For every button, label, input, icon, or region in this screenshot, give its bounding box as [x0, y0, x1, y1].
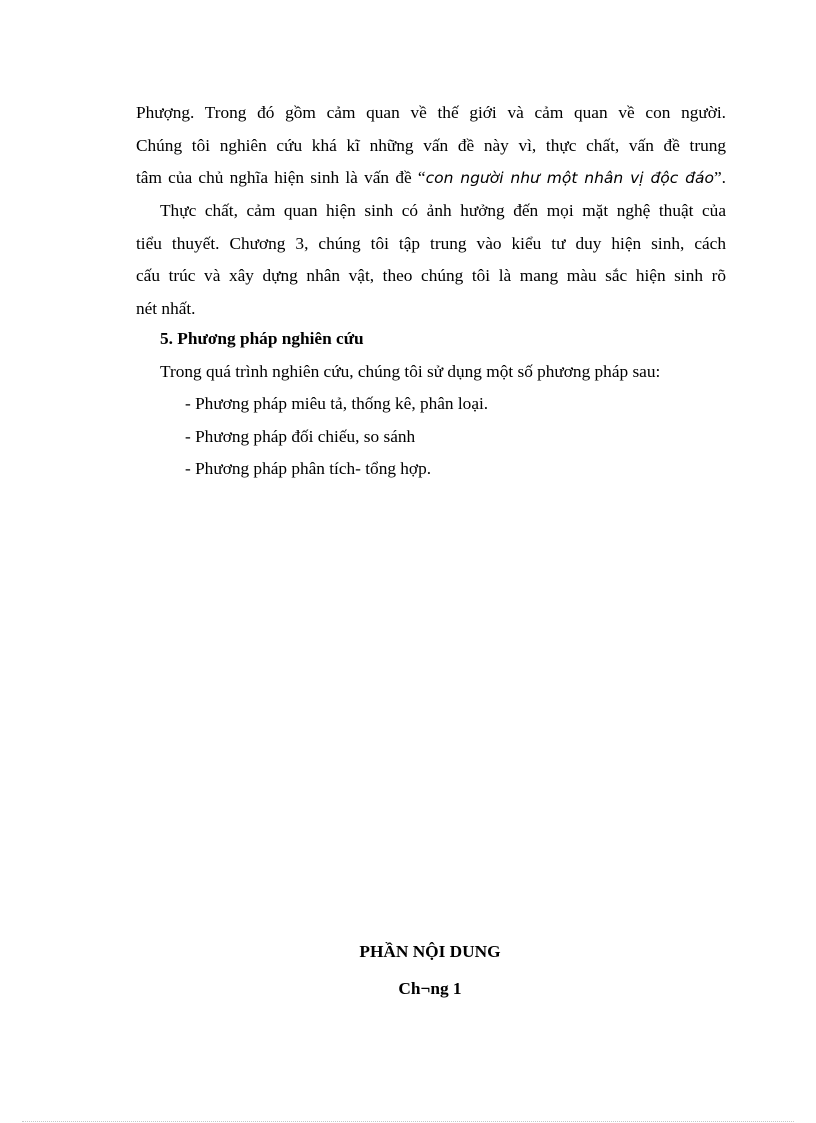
- quoted-phrase: con người như một nhân vị độc đáo: [425, 169, 714, 187]
- paragraph-2-line-1: Thực chất, cảm quan hiện sinh có ảnh hưởng đến mọi mặt nghệ thuật của: [160, 201, 726, 220]
- method-item-3: - Phương pháp phân tích- tổng hợp.: [185, 459, 432, 478]
- paragraph-2-line-3: cấu trúc và xây dựng nhân vật, theo chúng tôi là mang màu sắc hiện sinh rõ: [136, 266, 726, 285]
- method-item-1: - Phương pháp miêu tả, thống kê, phân loại.: [185, 394, 489, 413]
- method-item-2: - Phương pháp đối chiếu, so sánh: [185, 427, 416, 446]
- part-title: PHẦN NỘI DUNG: [359, 942, 501, 961]
- paragraph-1-line-3: [136, 162, 726, 195]
- paragraph-1: [136, 97, 726, 195]
- section-heading: 5. Phương pháp nghiên cứu: [160, 329, 364, 348]
- paragraph-1-line-3-suffix: ”.: [714, 168, 726, 187]
- paragraph-1-line-3-prefix: tâm của chủ nghĩa hiện sinh là vấn đề “: [136, 168, 426, 187]
- paragraph-2-line-2: tiểu thuyết. Chương 3, chúng tôi tập trung vào kiểu tư duy hiện sinh, cách: [136, 233, 726, 253]
- paragraph-1-line-2: Chúng tôi nghiên cứu khá kĩ những vấn đề này vì, thực chất, vấn đề trung: [136, 135, 726, 155]
- paragraph-1-line-1: Phượng. Trong đó gồm cảm quan về thế giới và cảm quan về con người.: [136, 103, 726, 122]
- paragraph-2-line-4: nét nhất.: [136, 298, 196, 318]
- page-bottom-rule: [22, 1121, 794, 1122]
- section-intro: Trong quá trình nghiên cứu, chúng tôi sử dụng một số phương pháp sau:: [160, 362, 661, 381]
- paragraph-2: [136, 195, 726, 325]
- chapter-title: Ch¬ng 1: [398, 979, 462, 998]
